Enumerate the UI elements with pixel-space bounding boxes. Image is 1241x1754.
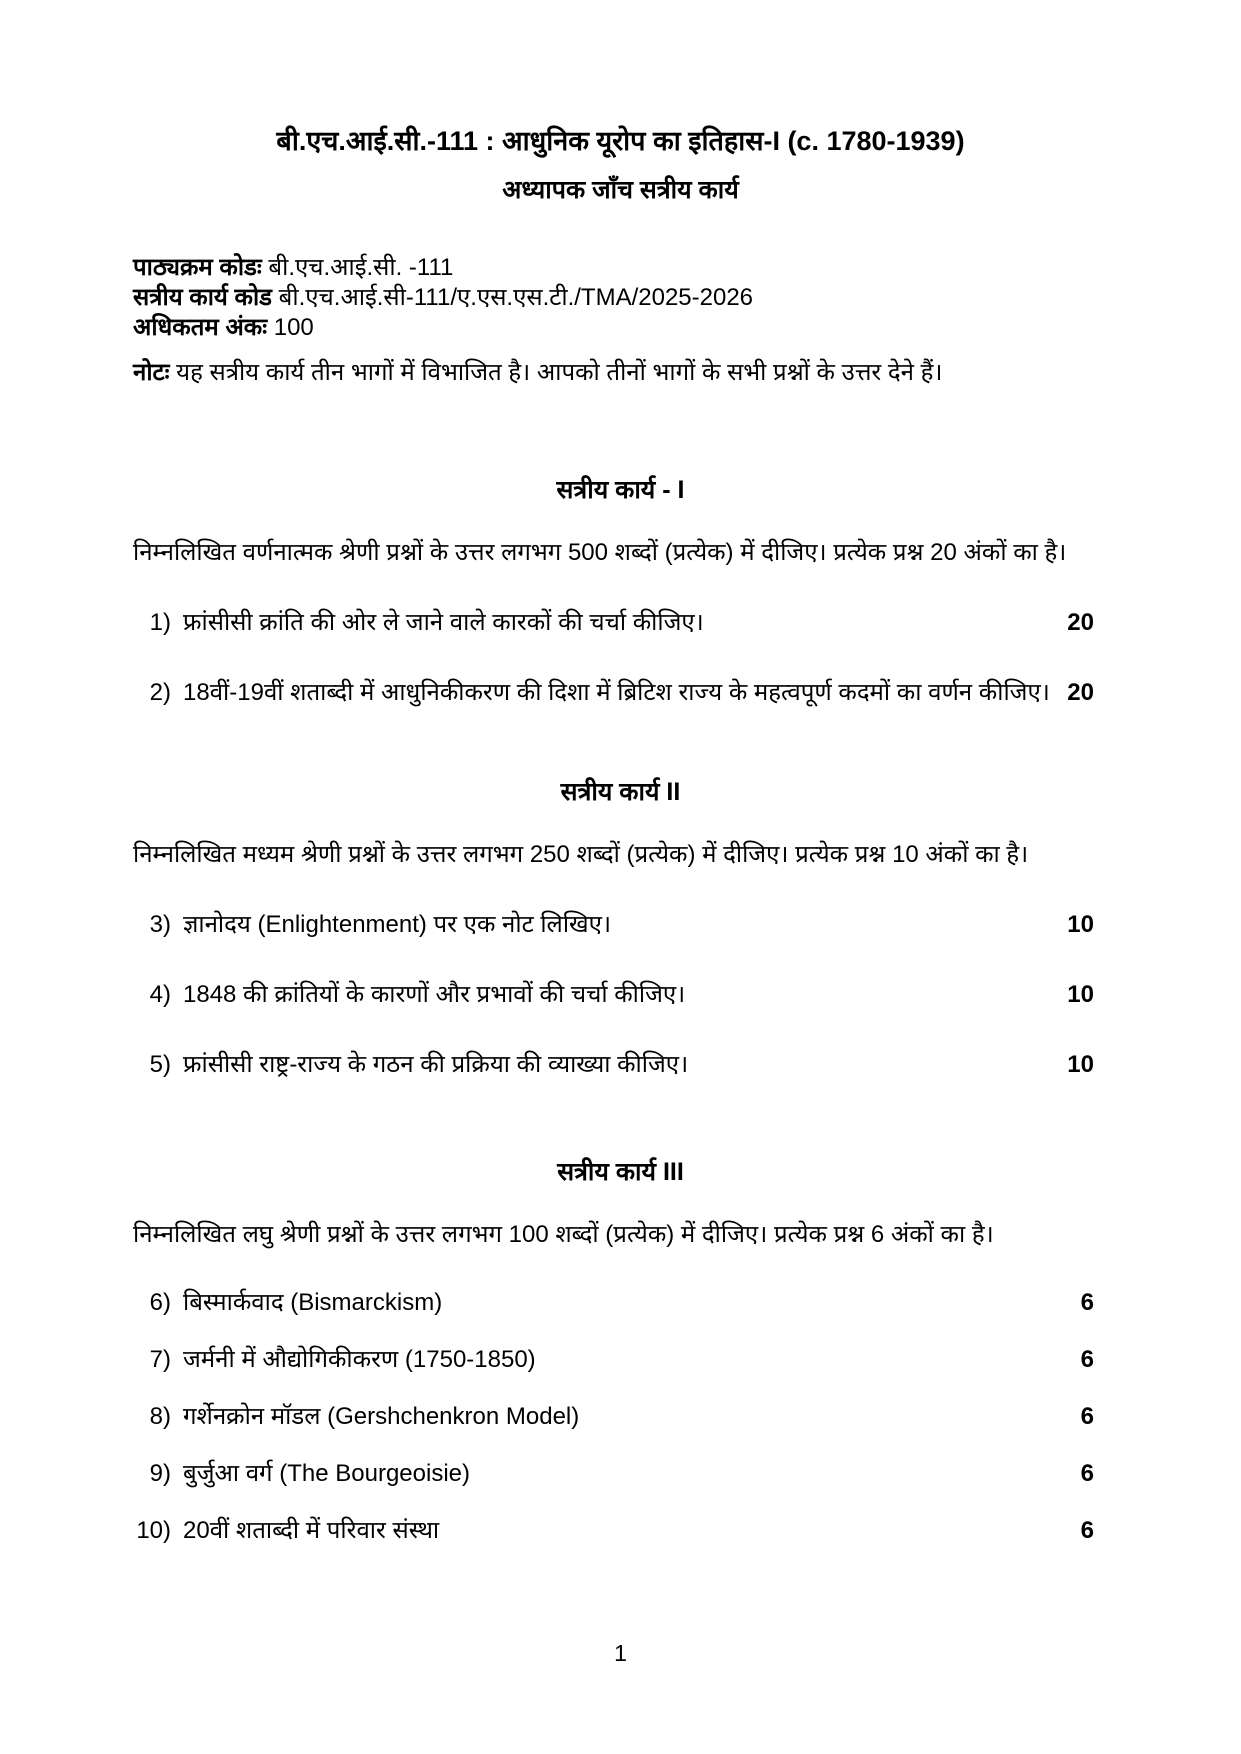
question-marks: 10 (1067, 910, 1094, 938)
question-number: 10) (136, 1516, 171, 1544)
question-marks: 10 (1067, 1050, 1094, 1078)
course-meta-block (133, 253, 1108, 343)
note-label: नोटः (133, 358, 170, 386)
section-assignment-2 (133, 776, 1108, 1081)
question-number: 4) (149, 980, 171, 1008)
question-marks: 20 (1067, 608, 1094, 636)
note-line (133, 357, 1108, 389)
question-text: ज्ञानोदय (Enlightenment) पर एक नोट लिखिए। (183, 910, 612, 938)
question-text: 18वीं-19वीं शताब्दी में आधुनिकीकरण की दिशा में ब्रिटिश राज्य के महत्वपूर्ण कदमों का वर्णन कीजिए। (183, 678, 1050, 706)
section-1-heading: सत्रीय कार्य - I (556, 475, 685, 504)
question-row (133, 1344, 1108, 1376)
question-row (133, 1515, 1108, 1547)
section-2-heading: सत्रीय कार्य II (560, 777, 681, 806)
note-text: यह सत्रीय कार्य तीन भागों में विभाजित है। आपको तीनों भागों के सभी प्रश्नों के उत्तर देने हैं। (176, 358, 943, 386)
section-3-heading: सत्रीय कार्य III (557, 1157, 684, 1186)
max-marks-value: 100 (273, 313, 314, 341)
assignment-subtitle: अध्यापक जाँच सत्रीय कार्य (502, 176, 739, 205)
max-marks-label: अधिकतम अंकः (133, 313, 268, 341)
section-assignment-3 (133, 1156, 1108, 1547)
question-marks: 6 (1080, 1459, 1094, 1487)
question-row (133, 1401, 1108, 1433)
course-code-label: पाठ्यक्रम कोडः (133, 253, 262, 281)
question-text: बुर्जुआ वर्ग (The Bourgeoisie) (183, 1459, 470, 1487)
question-marks: 6 (1080, 1288, 1094, 1316)
question-number: 9) (149, 1459, 171, 1487)
question-text: 1848 की क्रांतियों के कारणों और प्रभावों की चर्चा कीजिए। (183, 980, 686, 1008)
question-marks: 6 (1080, 1516, 1094, 1544)
question-text: बिस्मार्कवाद (Bismarckism) (183, 1288, 443, 1316)
course-code-line (133, 253, 1108, 283)
question-text: फ्रांसीसी राष्ट्र-राज्य के गठन की प्रक्रिया की व्याख्या कीजिए। (183, 1050, 689, 1078)
course-title: बी.एच.आई.सी.-111 : आधुनिक यूरोप का इतिहास-I (c. 1780-1939) (276, 126, 965, 156)
course-code-value: बी.एच.आई.सी. -111 (268, 253, 454, 281)
question-number: 6) (149, 1288, 171, 1316)
question-number: 1) (149, 608, 171, 636)
assignment-code-value: बी.एच.आई.सी-111/ए.एस.एस.टी./TMA/2025-2026 (278, 283, 754, 311)
question-row (133, 1458, 1108, 1490)
section-3-instruction: निम्नलिखित लघु श्रेणी प्रश्नों के उत्तर लगभग 100 शब्दों (प्रत्येक) में दीजिए। प्रत्येक प्रश्न 6 अंकों का है। (133, 1220, 994, 1248)
question-number: 5) (149, 1050, 171, 1078)
question-row (133, 677, 1108, 709)
document-header (133, 124, 1108, 207)
assignment-code-line (133, 283, 1108, 313)
question-number: 7) (149, 1345, 171, 1373)
question-row (133, 909, 1108, 941)
question-row (133, 1287, 1108, 1319)
section-assignment-1 (133, 474, 1108, 709)
question-marks: 6 (1080, 1402, 1094, 1430)
question-row (133, 607, 1108, 639)
question-marks: 10 (1067, 980, 1094, 1008)
question-row (133, 979, 1108, 1011)
question-number: 2) (149, 678, 171, 706)
section-2-instruction: निम्नलिखित मध्यम श्रेणी प्रश्नों के उत्तर लगभग 250 शब्दों (प्रत्येक) में दीजिए। प्रत्येक प्रश्न 10 अंकों का है। (133, 840, 1029, 868)
question-text: गर्शेनक्रोन मॉडल (Gershchenkron Model) (183, 1402, 580, 1430)
question-number: 8) (149, 1402, 171, 1430)
page-number: 1 (614, 1640, 627, 1666)
question-text: फ्रांसीसी क्रांति की ओर ले जाने वाले कारकों की चर्चा कीजिए। (183, 608, 704, 636)
assignment-code-label: सत्रीय कार्य कोड (133, 283, 272, 311)
question-text: 20वीं शताब्दी में परिवार संस्था (183, 1516, 440, 1544)
question-row (133, 1049, 1108, 1081)
max-marks-line (133, 313, 1108, 343)
section-1-instruction: निम्नलिखित वर्णनात्मक श्रेणी प्रश्नों के उत्तर लगभग 500 शब्दों (प्रत्येक) में दीजिए। प्रत्येक प्रश्न 20 अंकों का है। (133, 538, 1067, 566)
question-number: 3) (149, 910, 171, 938)
question-marks: 6 (1080, 1345, 1094, 1373)
question-marks: 20 (1067, 678, 1094, 706)
question-text: जर्मनी में औद्योगिकीकरण (1750-1850) (183, 1345, 536, 1373)
